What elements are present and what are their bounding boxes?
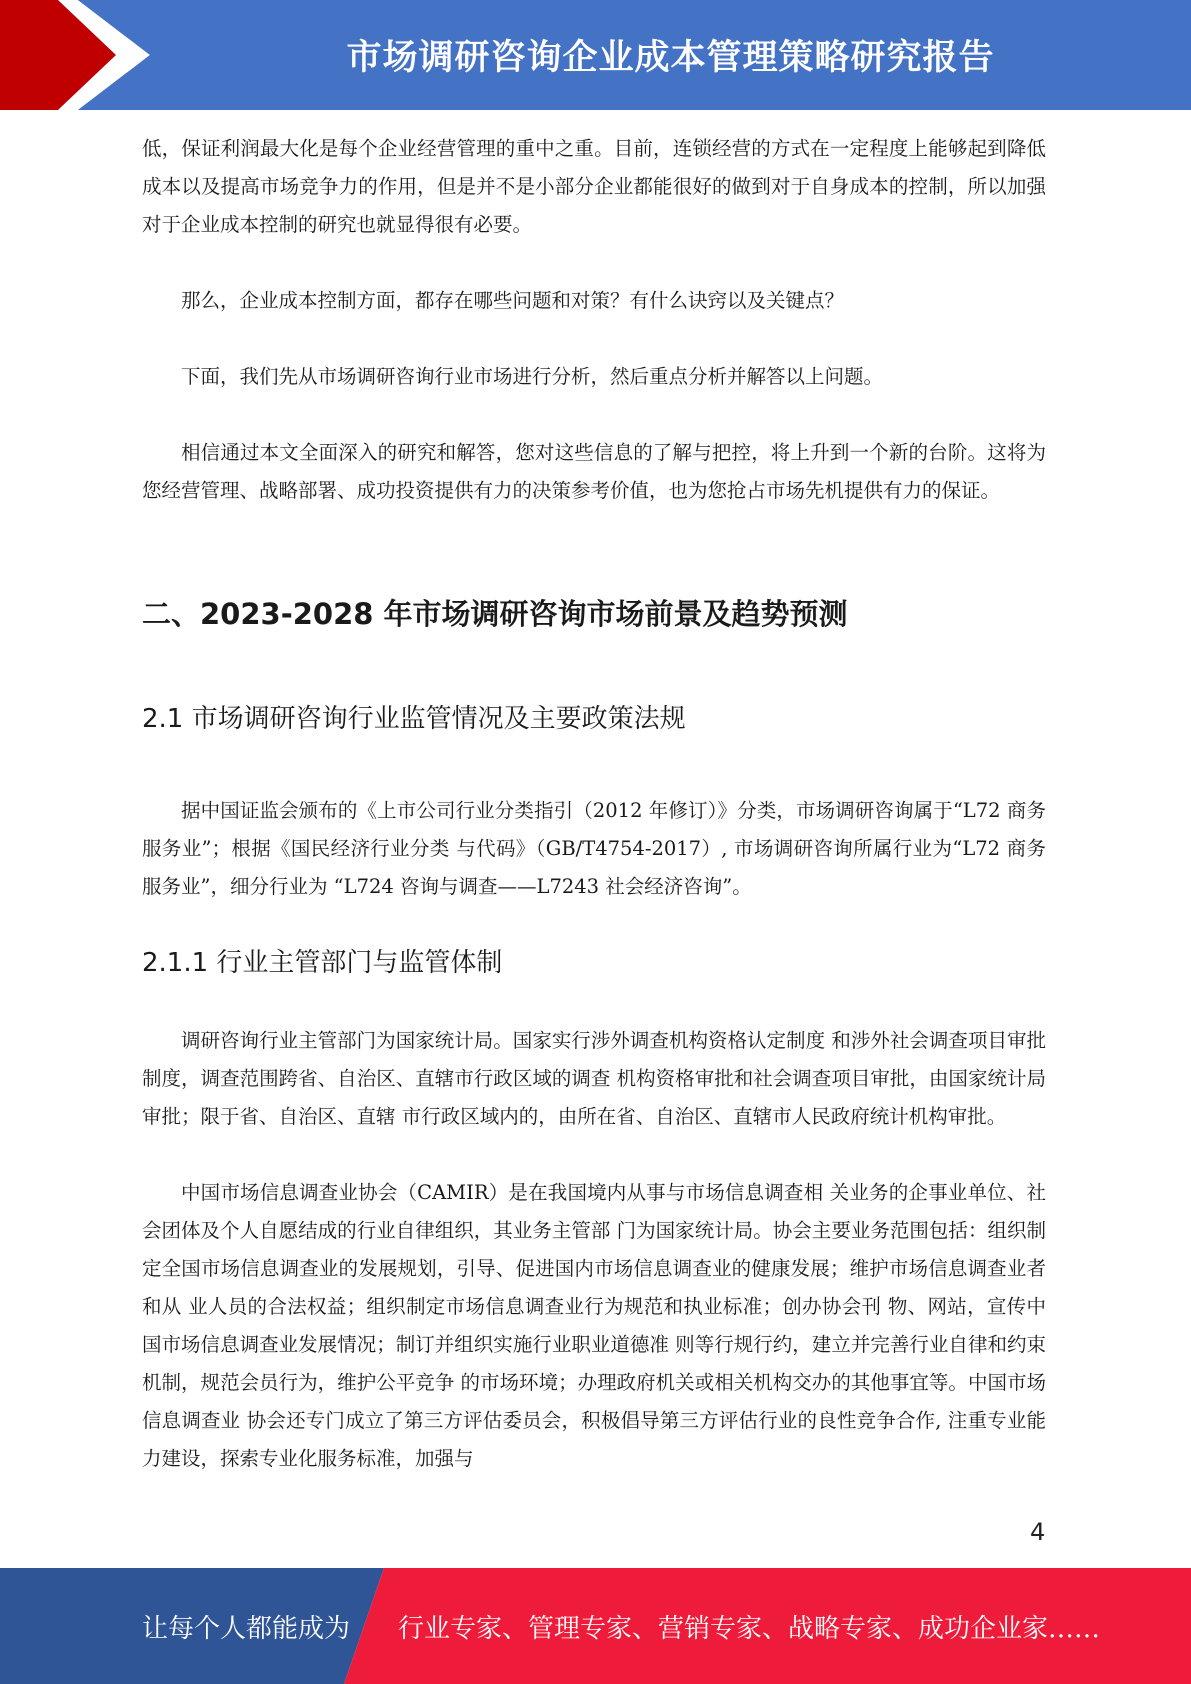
header-title: 市场调研咨询企业成本管理策略研究报告	[346, 38, 995, 78]
intro-paragraph-4: 相信通过本文全面深入的研究和解答，您对这些信息的了解与把控，将上升到一个新的台阶。这将为您经营管理、战略部署、成功投资提供有力的决策参考价值，也为您抢占市场先机提供有力的保证。	[142, 441, 1046, 502]
subsection-heading-2-1-1: 2.1.1 行业主管部门与监管体制	[142, 948, 503, 978]
page-footer	[0, 1568, 1191, 1684]
footer-slogan-left: 让每个人都能成为	[142, 1613, 351, 1644]
subsection-2-1-paragraph: 据中国证监会颁布的《上市公司行业分类指引（2012 年修订）》分类，市场调研咨询属于“L72 商务服务业”；根据《国民经济行业分类 与代码》（GB/T4754-2017）, 市场调研咨询所属行业为“L72 商务服务业”，细分行业为 “L724 咨询与调查——L7243 社会经济咨询”。	[142, 799, 1046, 898]
subsection-2-1-1-paragraph-1: 调研咨询行业主管部门为国家统计局。国家实行涉外调查机构资格认定制度 和涉外社会调查项目审批制度，调查范围跨省、自治区、直辖市行政区域的调查 机构资格审批和社会调查项目审批，由国家统计局审批；限于省、自治区、直辖 市行政区域内的，由所在省、自治区、直辖市人民政府统计机构审批。	[142, 1029, 1046, 1128]
subsection-2-1-1-body	[142, 1022, 1046, 1478]
intro-paragraph-3: 下面，我们先从市场调研咨询行业市场进行分析，然后重点分析并解答以上问题。	[181, 365, 884, 388]
intro-paragraph-1: 低，保证利润最大化是每个企业经营管理的重中之重。目前，连锁经营的方式在一定程度上能够起到降低成本以及提高市场竞争力的作用，但是并不是小部分企业都能很好的做到对于自身成本的控制，所以加强对于企业成本控制的研究也就显得很有必要。	[142, 137, 1046, 236]
header-arrow-icon	[0, 0, 160, 110]
intro-paragraph-2: 那么，企业成本控制方面，都存在哪些问题和对策？有什么诀窍以及关键点？	[181, 289, 845, 312]
page-number: 4	[1030, 1518, 1046, 1546]
page-header	[0, 0, 1191, 110]
intro-section	[142, 130, 1046, 510]
section-heading: 二、2023-2028 年市场调研咨询市场前景及趋势预测	[142, 597, 848, 631]
subsection-2-1-1-paragraph-2: 中国市场信息调查业协会（CAMIR）是在我国境内从事与市场信息调查相 关业务的企事业单位、社会团体及个人自愿结成的行业自律组织，其业务主管部 门为国家统计局。协会主要业务范围包括：组织制定全国市场信息调查业的发展规划，引导、促进国内市场信息调查业的健康发展；维护市场信息调查业者和从 业人员的合法权益；组织制定市场信息调查业行为规范和执业标准；创办协会刊 物、网站，宣传中国市场信息调查业发展情况；制订并组织实施行业职业道德准 则等行规行约，建立并完善行业自律和约束机制，规范会员行为，维护公平竞争 的市场环境；办理政府机关或相关机构交办的其他事宜等。中国市场信息调查业 协会还专门成立了第三方评估委员会，积极倡导第三方评估行业的良性竞争合作, 注重专业能力建设，探索专业化服务标准，加强与	[142, 1181, 1046, 1470]
subsection-2-1-body	[142, 792, 1046, 906]
subsection-heading-2-1: 2.1 市场调研咨询行业监管情况及主要政策法规	[142, 704, 686, 734]
footer-slogan-right: 行业专家、管理专家、营销专家、战略专家、成功企业家……	[398, 1613, 1101, 1644]
